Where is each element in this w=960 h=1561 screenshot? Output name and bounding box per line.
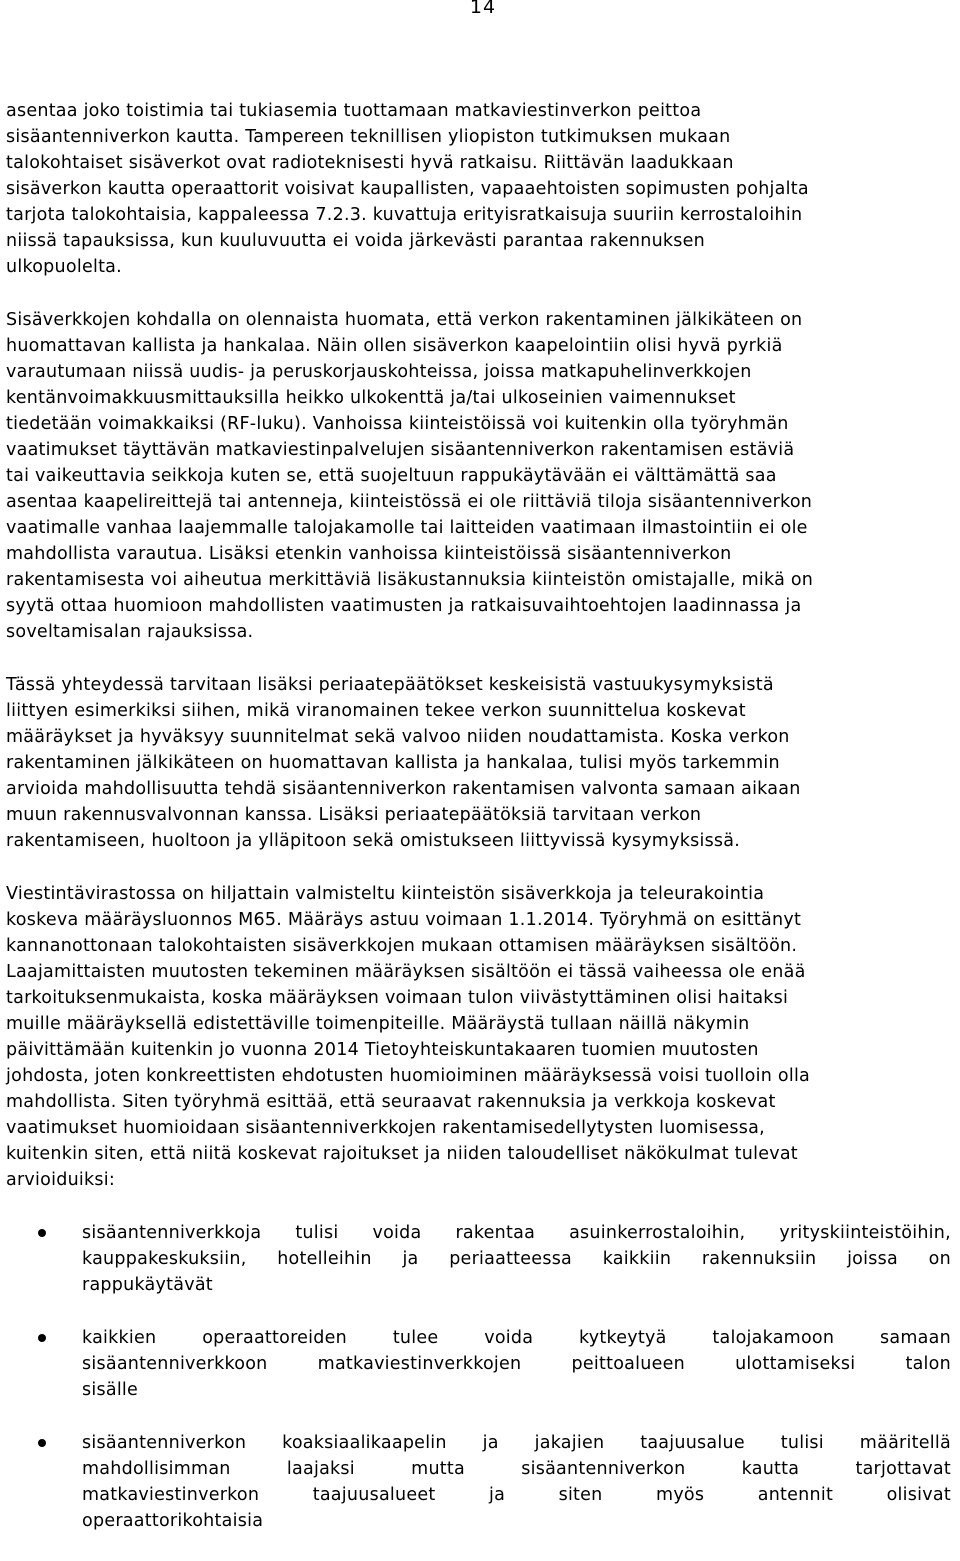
text-line: kannanottonaan talokohtaisten sisäverkkojen mukaan ottamisen määräyksen sisältöön. <box>6 936 798 956</box>
text-line: muun rakennusvalvonnan kanssa. Lisäksi periaatepäätöksiä tarvitaan verkon <box>6 805 702 825</box>
bullet-line: operaattorikohtaisia <box>82 1511 264 1531</box>
bullet-item <box>6 1220 951 1298</box>
text-line: liittyen esimerkiksi siihen, mikä viranomainen tekee verkon suunnittelua koskevat <box>6 701 746 721</box>
text-line: rakentamisesta voi aiheutua merkittäviä lisäkustannuksia kiinteistön omistajalle, mikä on <box>6 570 814 590</box>
text-line: koskeva määräysluonnos M65. Määräys astuu voimaan 1.1.2014. Työryhmä on esittänyt <box>6 910 802 930</box>
text-line: huomattavan kallista ja hankalaa. Näin ollen sisäverkon kaapelointiin olisi hyvä pyrkiä <box>6 336 783 356</box>
text-line: kuitenkin siten, että niitä koskevat rajoitukset ja niiden taloudelliset näkökulmat tulevat <box>6 1144 798 1164</box>
text-line: talokohtaiset sisäverkot ovat radioteknisesti hyvä ratkaisu. Riittävän laadukkaan <box>6 153 734 173</box>
text-line: rakentaminen jälkikäteen on huomattavan kallista ja hankalaa, tulisi myös tarkemmin <box>6 753 780 773</box>
bullet-line: sisälle <box>82 1380 139 1400</box>
paragraph <box>6 672 951 854</box>
page-number: 14 <box>469 0 497 18</box>
paragraph <box>6 881 951 1193</box>
text-line: johdosta, joten konkreettisten ehdotusten huomioiminen määräyksessä voisi tuolloin olla <box>6 1066 811 1086</box>
bullet-line: sisäantenniverkkoja tulisi voida rakentaa asuinkerrostaloihin, yrityskiinteistöihin, <box>82 1223 951 1243</box>
text-line: asentaa joko toistimia tai tukiasemia tuottamaan matkaviestinverkon peittoa <box>6 101 702 121</box>
bullet-line: kaikkien operaattoreiden tulee voida kytkeytyä talojakamoon samaan <box>82 1328 951 1348</box>
text-line: mahdollista. Siten työryhmä esittää, että seuraavat rakennuksia ja verkkoja koskevat <box>6 1092 776 1112</box>
text-line: Tässä yhteydessä tarvitaan lisäksi periaatepäätökset keskeisistä vastuukysymyksistä <box>6 675 774 695</box>
text-line: asentaa kaapelireittejä tai antenneja, kiinteistössä ei ole riittäviä tiloja sisäantenniverkon <box>6 492 813 512</box>
bullet-line: matkaviestinverkon taajuusalueet ja siten myös antennit olisivat <box>82 1485 951 1505</box>
text-line: ulkopuolelta. <box>6 257 122 277</box>
text-line: muille määräyksellä edistettäville toimenpiteille. Määräystä tullaan näillä näkymin <box>6 1014 750 1034</box>
bullet-line: sisäantenniverkkoon matkaviestinverkkojen peittoalueen ulottamiseksi talon <box>82 1354 951 1374</box>
bullet-item <box>6 1325 951 1403</box>
text-line: vaatimalle vanhaa laajemmalle talojakamolle tai laitteiden vaatimaan ilmastointiin ei ole <box>6 518 808 538</box>
text-line: niissä tapauksissa, kun kuuluvuutta ei voida järkevästi parantaa rakennuksen <box>6 231 706 251</box>
text-line: soveltamisalan rajauksissa. <box>6 622 254 642</box>
text-line: Viestintävirastossa on hiljattain valmisteltu kiinteistön sisäverkkoja ja teleurakointia <box>6 884 765 904</box>
bullet-dot-icon <box>38 1334 46 1342</box>
body-text <box>6 98 951 1561</box>
text-line: rakentamiseen, huoltoon ja ylläpitoon sekä omistukseen liittyvissä kysymyksissä. <box>6 831 741 851</box>
bullet-item <box>6 1430 951 1534</box>
text-line: syytä ottaa huomioon mahdollisten vaatimusten ja ratkaisuvaihtoehtojen laadinnassa ja <box>6 596 802 616</box>
bullet-dot-icon <box>38 1229 46 1237</box>
bullet-dot-icon <box>38 1439 46 1447</box>
bullet-line: mahdollisimman laajaksi mutta sisäantenniverkon kautta tarjottavat <box>82 1459 951 1479</box>
text-line: vaatimukset huomioidaan sisäantenniverkkojen rakentamisedellytysten luomisessa, <box>6 1118 765 1138</box>
text-line: sisäverkon kautta operaattorit voisivat kaupallisten, vapaaehtoisten sopimusten pohjalta <box>6 179 809 199</box>
text-line: tiedetään voimakkaiksi (RF-luku). Vanhoissa kiinteistöissä voi kuitenkin olla työryhmän <box>6 414 789 434</box>
text-line: Sisäverkkojen kohdalla on olennaista huomata, että verkon rakentaminen jälkikäteen on <box>6 310 803 330</box>
text-line: tarkoituksenmukaista, koska määräyksen voimaan tulon viivästyttäminen olisi haitaksi <box>6 988 789 1008</box>
text-line: varautumaan niissä uudis- ja peruskorjauskohteissa, joissa matkapuhelinverkkojen <box>6 362 752 382</box>
bullet-line: rappukäytävät <box>82 1275 213 1295</box>
text-line: tai vaikeuttavia seikkoja kuten se, että suojeltuun rappukäytävään ei välttämättä saa <box>6 466 777 486</box>
text-line: päivittämään kuitenkin jo vuonna 2014 Tietoyhteiskuntakaaren tuomien muutosten <box>6 1040 759 1060</box>
paragraph <box>6 307 951 645</box>
text-line: tarjota talokohtaisia, kappaleessa 7.2.3. kuvattuja erityisratkaisuja suuriin kerrostaloihin <box>6 205 803 225</box>
text-line: arvioida mahdollisuutta tehdä sisäantenniverkon rakentamisen valvonta samaan aikaan <box>6 779 801 799</box>
bullet-list <box>6 1220 951 1534</box>
text-line: mahdollista varautua. Lisäksi etenkin vanhoissa kiinteistöissä sisäantenniverkon <box>6 544 732 564</box>
bullet-line: kauppakeskuksiin, hotelleihin ja periaatteessa kaikkiin rakennuksiin joissa on <box>82 1249 951 1269</box>
text-line: sisäantenniverkon kautta. Tampereen teknillisen yliopiston tutkimuksen mukaan <box>6 127 731 147</box>
text-line: vaatimukset täyttävän matkaviestinpalvelujen sisäantenniverkon rakentamisen estäviä <box>6 440 795 460</box>
text-line: kentänvoimakkuusmittauksilla heikko ulkokenttä ja/tai ulkoseinien vaimennukset <box>6 388 736 408</box>
bullet-line: sisäantenniverkon koaksiaalikaapelin ja jakajien taajuusalue tulisi määritellä <box>82 1433 951 1453</box>
text-line: määräykset ja hyväksyy suunnitelmat sekä valvoo niiden noudattamista. Koska verkon <box>6 727 790 747</box>
text-line: arvioiduiksi: <box>6 1170 116 1190</box>
paragraph <box>6 98 951 280</box>
text-line: Laajamittaisten muutosten tekeminen määräyksen sisältöön ei tässä vaiheessa ole enää <box>6 962 806 982</box>
